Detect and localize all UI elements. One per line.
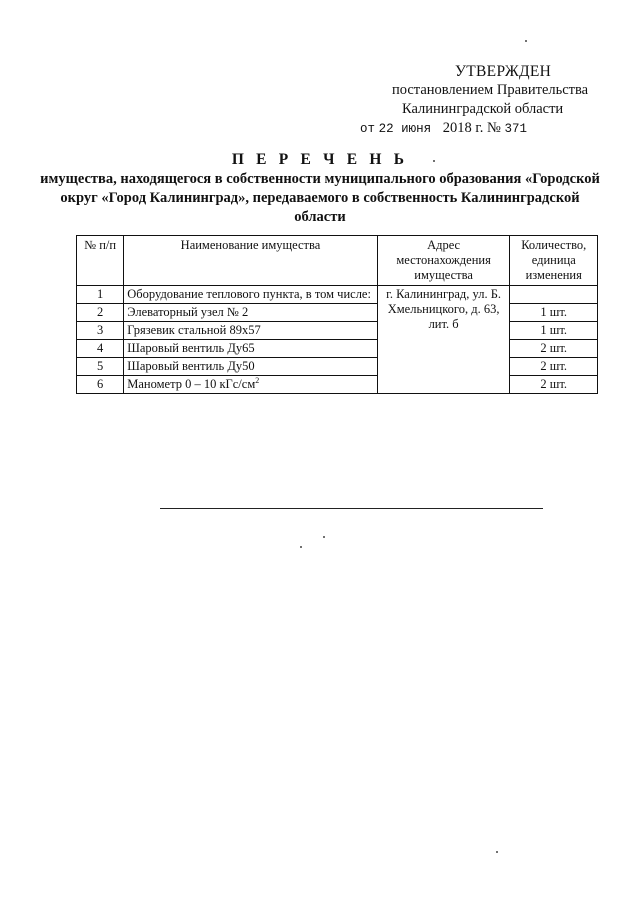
row-qty: 2 шт. [510, 340, 598, 358]
title-subtitle: имущества, находящегося в собственности муниципального образования «Городской округ «Город Калининград», передаваемого в собственность Калининградской области [40, 171, 600, 225]
row-name: Элеваторный узел № 2 [124, 304, 377, 322]
row-qty: 1 шт. [510, 304, 598, 322]
title-heading: П Е Р Е Ч Е Н Ь [231, 151, 409, 168]
date-day-month: 22 июня [378, 122, 432, 136]
table-row [77, 358, 598, 376]
approval-block [360, 62, 610, 139]
scan-speck [323, 536, 325, 538]
row-qty: 1 шт. [510, 322, 598, 340]
row-num: 6 [77, 376, 124, 394]
decree-line: постановлением Правительства [392, 82, 589, 98]
table-row [77, 340, 598, 358]
scan-speck [496, 851, 498, 853]
table-row [77, 322, 598, 340]
approved-label: УТВЕРЖДЕН [455, 63, 552, 80]
header-name: Наименование имущества [124, 236, 377, 286]
table-row [77, 376, 598, 394]
row-name: Грязевик стальной 89х57 [124, 322, 377, 340]
row-name: Шаровый вентиль Ду65 [124, 340, 377, 358]
row-qty: 2 шт. [510, 376, 598, 394]
row-num: 2 [77, 304, 124, 322]
scan-speck [525, 40, 527, 42]
row-num: 4 [77, 340, 124, 358]
header-qty: Количество, единица изменения [510, 236, 598, 286]
table-row [77, 304, 598, 322]
table-row [77, 286, 598, 304]
date-line [360, 119, 610, 139]
row-qty: 2 шт. [510, 358, 598, 376]
scan-speck [300, 546, 302, 548]
date-prefix: от [360, 122, 376, 136]
header-address: Адрес местонахождения имущества [377, 236, 510, 286]
row-num: 1 [77, 286, 124, 304]
property-table [76, 235, 598, 394]
decree-number: 371 [504, 122, 527, 136]
date-year: 2018 г. № [442, 120, 501, 136]
row-qty [510, 286, 598, 304]
region-line: Калининградской области [402, 101, 564, 117]
row-name-text: Манометр 0 – 10 кГс/см [127, 377, 256, 391]
address-cell: г. Калининград, ул. Б. Хмельницкого, д. 63, лит. б [377, 286, 510, 394]
row-num: 5 [77, 358, 124, 376]
row-name: Шаровый вентиль Ду50 [124, 358, 377, 376]
scan-speck [433, 160, 435, 162]
divider-line [160, 508, 543, 509]
document-title [0, 150, 640, 227]
row-name [124, 376, 377, 394]
row-name: Оборудование теплового пункта, в том числе: [124, 286, 377, 304]
header-num: № п/п [77, 236, 124, 286]
unit-superscript: 2 [255, 375, 260, 385]
table-header-row [77, 236, 598, 286]
row-num: 3 [77, 322, 124, 340]
